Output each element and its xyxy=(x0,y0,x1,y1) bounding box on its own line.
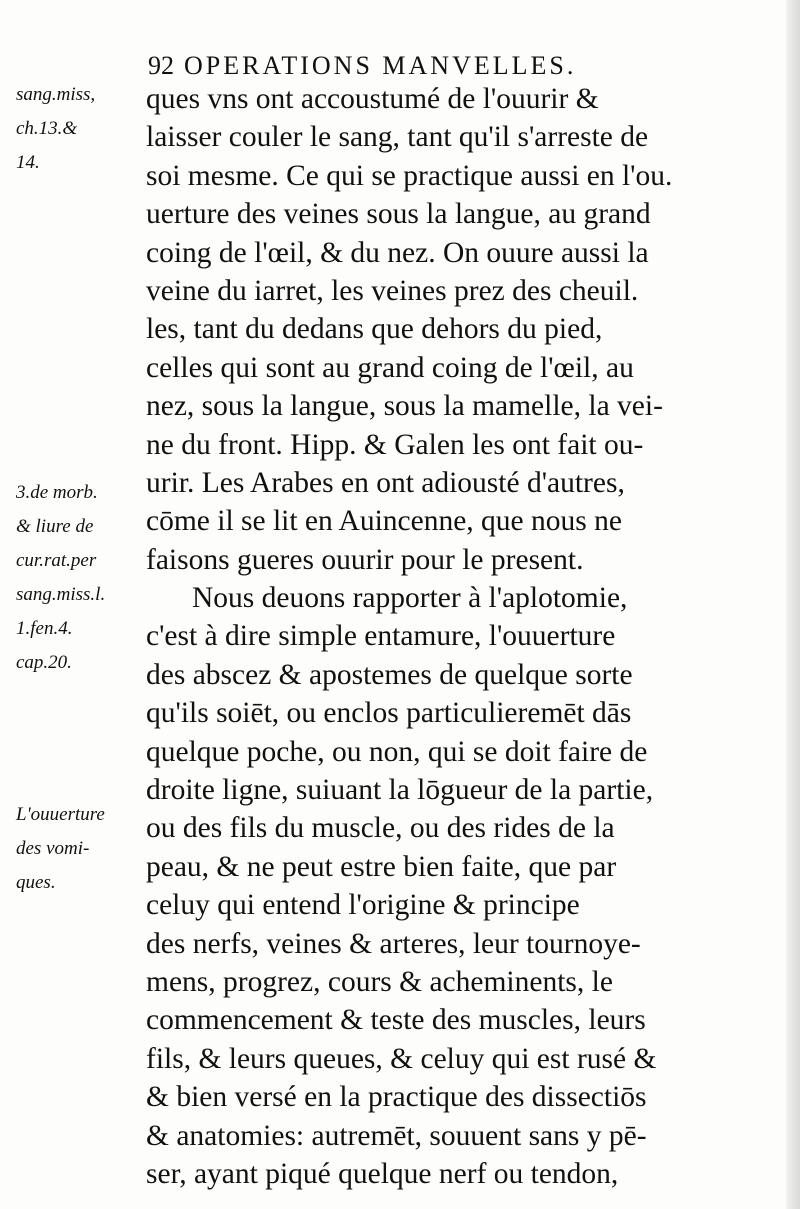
body-text xyxy=(146,80,752,1193)
text-line: commencement & teste des muscles, leurs xyxy=(146,1004,646,1037)
text-line: c'est à dire simple entamure, l'ouuerture xyxy=(146,620,616,653)
text-line: droite ligne, suiuant la lōgueur de la partie, xyxy=(146,774,654,807)
text-line: ser, ayant piqué quelque nerf ou tendon, xyxy=(146,1157,619,1190)
text-line: mens, progrez, cours & acheminents, le xyxy=(146,965,613,998)
text-line: peau, & ne peut estre bien faite, que par xyxy=(146,850,617,883)
text-line: ne du front. Hipp. & Galen les ont fait ou- xyxy=(146,428,644,461)
text-line: qu'ils soiēt, ou enclos particulieremēt dās xyxy=(146,697,632,730)
margin-note-citation-1 xyxy=(16,78,144,180)
text-line: faisons gueres ouurir pour le present. xyxy=(146,543,584,576)
text-line: soi mesme. Ce qui se practique aussi en l'ou. xyxy=(146,159,673,192)
text-line: des nerfs, veines & arteres, leur tournoye- xyxy=(146,927,641,960)
text-line: veine du iarret, les veines prez des cheuil. xyxy=(146,274,639,307)
running-title: OPERATIONS MANVELLES. xyxy=(184,51,577,80)
margin-note-line: 14. xyxy=(16,152,40,173)
text-line: fils, & leurs queues, & celuy qui est rusé & xyxy=(146,1042,657,1075)
text-line: urir. Les Arabes en ont adiousté d'autres, xyxy=(146,466,625,499)
margin-note-citation-2 xyxy=(16,476,144,680)
text-line: les, tant du dedans que dehors du pied, xyxy=(146,313,603,346)
page-edge-shadow xyxy=(786,0,800,1209)
text-line: ou des fils du muscle, ou des rides de la xyxy=(146,812,615,845)
page-number: 92 xyxy=(148,51,174,80)
text-line: des abscez & apostemes de quelque sorte xyxy=(146,658,633,691)
text-line: & bien versé en la practique des dissectiōs xyxy=(146,1081,647,1114)
text-line: laisser couler le sang, tant qu'il s'arreste de xyxy=(146,121,649,154)
text-line: uerture des veines sous la langue, au grand xyxy=(146,198,651,231)
text-line: nez, sous la langue, sous la mamelle, la vei- xyxy=(146,390,663,423)
margin-note-line: ch.13.& xyxy=(16,118,78,139)
margin-note-line: sang.miss.l. xyxy=(16,584,106,605)
text-line: coing de l'œil, & du nez. On ouure aussi la xyxy=(146,236,649,269)
margin-note-line: cap.20. xyxy=(16,652,72,673)
text-line: quelque poche, ou non, qui se doit faire de xyxy=(146,735,648,768)
margin-note-line: ques. xyxy=(16,872,56,893)
paragraph-first-line: Nous deuons rapporter à l'aplotomie, xyxy=(192,582,628,615)
margin-note-line: 1.fen.4. xyxy=(16,618,73,639)
margin-note-line: 3.de morb. xyxy=(16,482,98,503)
running-header xyxy=(148,48,748,84)
margin-note-line: des vomi- xyxy=(16,838,90,859)
margin-note-line: cur.rat.per xyxy=(16,550,97,571)
text-line: celles qui sont au grand coing de l'œil, au xyxy=(146,351,634,384)
margin-note-line: sang.miss, xyxy=(16,84,96,105)
margin-note-line: & liure de xyxy=(16,516,94,537)
margin-note-topic xyxy=(16,798,144,900)
text-line: cōme il se lit en Auincenne, que nous ne xyxy=(146,505,622,538)
text-line: celuy qui entend l'origine & principe xyxy=(146,889,580,922)
margin-note-line: L'ouuerture xyxy=(16,804,105,825)
text-line: & anatomies: autremēt, souuent sans y pē- xyxy=(146,1119,647,1152)
text-line: ques vns ont accoustumé de l'ouurir & xyxy=(146,83,599,115)
